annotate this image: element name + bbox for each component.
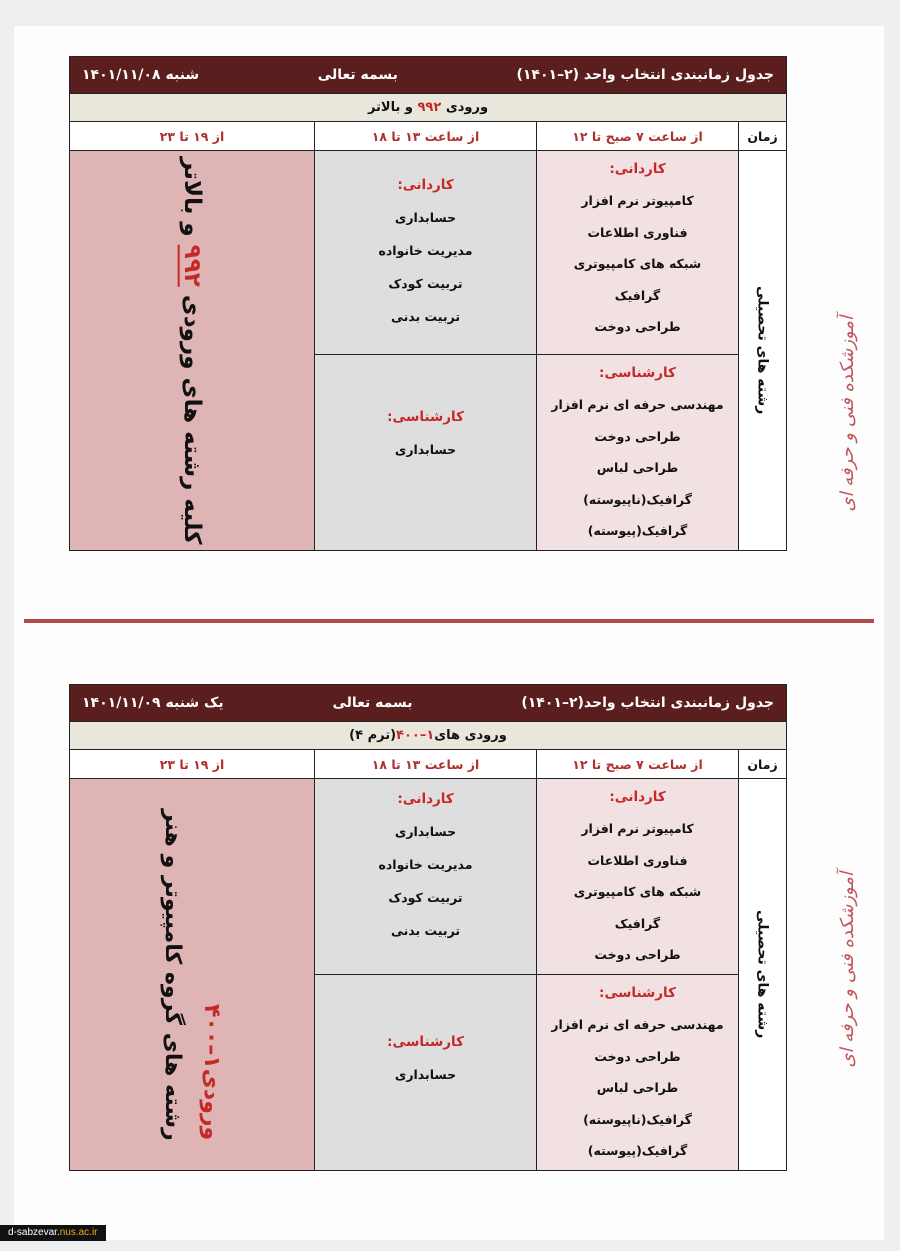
slot-evening-header: از ۱۹ تا ۲۳ <box>70 122 314 150</box>
schedule-title: جدول زمانبندی انتخاب واحد(۲–۱۴۰۱) <box>521 695 774 711</box>
entry-highlight: ۱–۴۰۰ <box>396 728 435 743</box>
schedule-date: شنبه ۱۴۰۱/۱۱/۰۸ <box>82 67 200 83</box>
slot-afternoon-header: از ساعت ۱۳ تا ۱۸ <box>314 750 536 778</box>
entry-text: ورودی های <box>434 728 507 743</box>
list-item: طراحی دوخت <box>594 947 681 962</box>
morning-kardani-cell <box>536 778 738 974</box>
kardani-label: کاردانی: <box>397 177 454 193</box>
karshenasi-label: کارشناسی: <box>599 365 676 381</box>
list-item: طراحی لباس <box>596 1080 679 1095</box>
list-item: گرافیک(ناپیوسته) <box>583 1111 692 1127</box>
fields-side-label: رشته های تحصیلی <box>738 150 786 550</box>
afternoon-karshenasi-cell <box>314 354 536 550</box>
evening-note <box>160 809 224 1141</box>
entry-text-end: و بالاتر <box>367 100 413 115</box>
schedule-header <box>70 685 786 721</box>
list-item: مهندسی حرفه ای نرم افزار <box>551 397 724 412</box>
list-item: حسابداری <box>394 442 457 457</box>
section-divider <box>24 619 874 623</box>
list-item: تربیت کودک <box>388 890 463 905</box>
time-label: زمان <box>738 750 786 778</box>
slot-morning-header: از ساعت ۷ صبح تا ۱۲ <box>536 122 738 150</box>
slot-morning-header: از ساعت ۷ صبح تا ۱۲ <box>536 750 738 778</box>
document-page <box>14 26 884 1240</box>
list-item: مدیریت خانواده <box>378 243 473 258</box>
list-item: حسابداری <box>394 1067 457 1082</box>
kardani-label: کاردانی: <box>397 791 454 807</box>
evening-note-line1: رشته های گروه کامپیوتر و هنر <box>160 808 185 1141</box>
fields-side-label: رشته های تحصیلی <box>738 778 786 1170</box>
entry-row <box>70 721 786 749</box>
schedule-header <box>70 57 786 93</box>
list-item: مهندسی حرفه ای نرم افزار <box>551 1017 724 1032</box>
evening-note: کلیه رشته های ورودی ۹۹۲ و بالاتر <box>179 156 205 545</box>
kardani-label: کاردانی: <box>609 789 666 805</box>
morning-karshenasi-cell <box>536 354 738 550</box>
schedule-grid <box>70 749 786 1170</box>
entry-text: ورودی <box>445 100 489 115</box>
karshenasi-label: کارشناسی: <box>387 409 464 425</box>
list-item: حسابداری <box>394 210 457 225</box>
list-item: کامپیوتر نرم افزار <box>581 193 694 208</box>
list-item: طراحی دوخت <box>594 428 681 444</box>
list-item: گرافیک(پیوسته) <box>587 1143 688 1158</box>
afternoon-kardani-cell <box>314 150 536 354</box>
list-item: گرافیک(ناپیوسته) <box>583 491 692 507</box>
list-item: تربیت بدنی <box>390 309 461 324</box>
slot-evening-header: از ۱۹ تا ۲۳ <box>70 750 314 778</box>
list-item: شبکه های کامپیوتری <box>573 256 702 271</box>
slot-afternoon-header: از ساعت ۱۳ تا ۱۸ <box>314 122 536 150</box>
signature-stamp: آموزشکده فنی و حرفه ای <box>837 872 858 1068</box>
evening-cell <box>70 778 314 1170</box>
footer-url[interactable]: d-sabzevar.nus.ac.ir <box>0 1225 106 1241</box>
morning-kardani-cell <box>536 150 738 354</box>
karshenasi-label: کارشناسی: <box>387 1034 464 1050</box>
afternoon-karshenasi-cell <box>314 974 536 1170</box>
afternoon-kardani-cell <box>314 778 536 974</box>
list-item: طراحی لباس <box>596 460 679 475</box>
schedule-title: جدول زمانبندی انتخاب واحد (۲–۱۴۰۱) <box>516 67 774 83</box>
entry-row <box>70 93 786 121</box>
list-item: شبکه های کامپیوتری <box>573 884 702 899</box>
list-item: گرافیک <box>614 915 661 931</box>
list-item: فناوری اطلاعات <box>587 224 688 240</box>
list-item: فناوری اطلاعات <box>587 852 688 868</box>
header-basmala: بسمه تعالی <box>317 67 398 83</box>
time-label: زمان <box>738 122 786 150</box>
list-item: حسابداری <box>394 824 457 839</box>
signature-stamp: آموزشکده فنی و حرفه ای <box>837 316 858 512</box>
schedule-date: یک شنبه ۱۴۰۱/۱۱/۰۹ <box>82 695 224 711</box>
list-item: گرافیک(پیوسته) <box>587 523 688 538</box>
list-item: کامپیوتر نرم افزار <box>581 821 694 836</box>
schedule-table-1 <box>69 56 787 551</box>
schedule-table-2 <box>69 684 787 1171</box>
list-item: تربیت بدنی <box>390 923 461 938</box>
schedule-grid <box>70 121 786 550</box>
morning-karshenasi-cell <box>536 974 738 1170</box>
list-item: طراحی دوخت <box>594 319 681 334</box>
evening-note-line2: ورودی۱–۴۰۰ <box>199 1004 224 1141</box>
list-item: طراحی دوخت <box>594 1048 681 1064</box>
entry-highlight: ۹۹۲ <box>417 100 442 115</box>
list-item: مدیریت خانواده <box>378 857 473 872</box>
evening-cell <box>70 150 314 550</box>
entry-text-end: (ترم ۴) <box>349 728 397 743</box>
list-item: تربیت کودک <box>388 276 463 291</box>
kardani-label: کاردانی: <box>609 161 666 177</box>
karshenasi-label: کارشناسی: <box>599 985 676 1001</box>
list-item: گرافیک <box>614 287 661 303</box>
header-basmala: بسمه تعالی <box>332 695 413 711</box>
